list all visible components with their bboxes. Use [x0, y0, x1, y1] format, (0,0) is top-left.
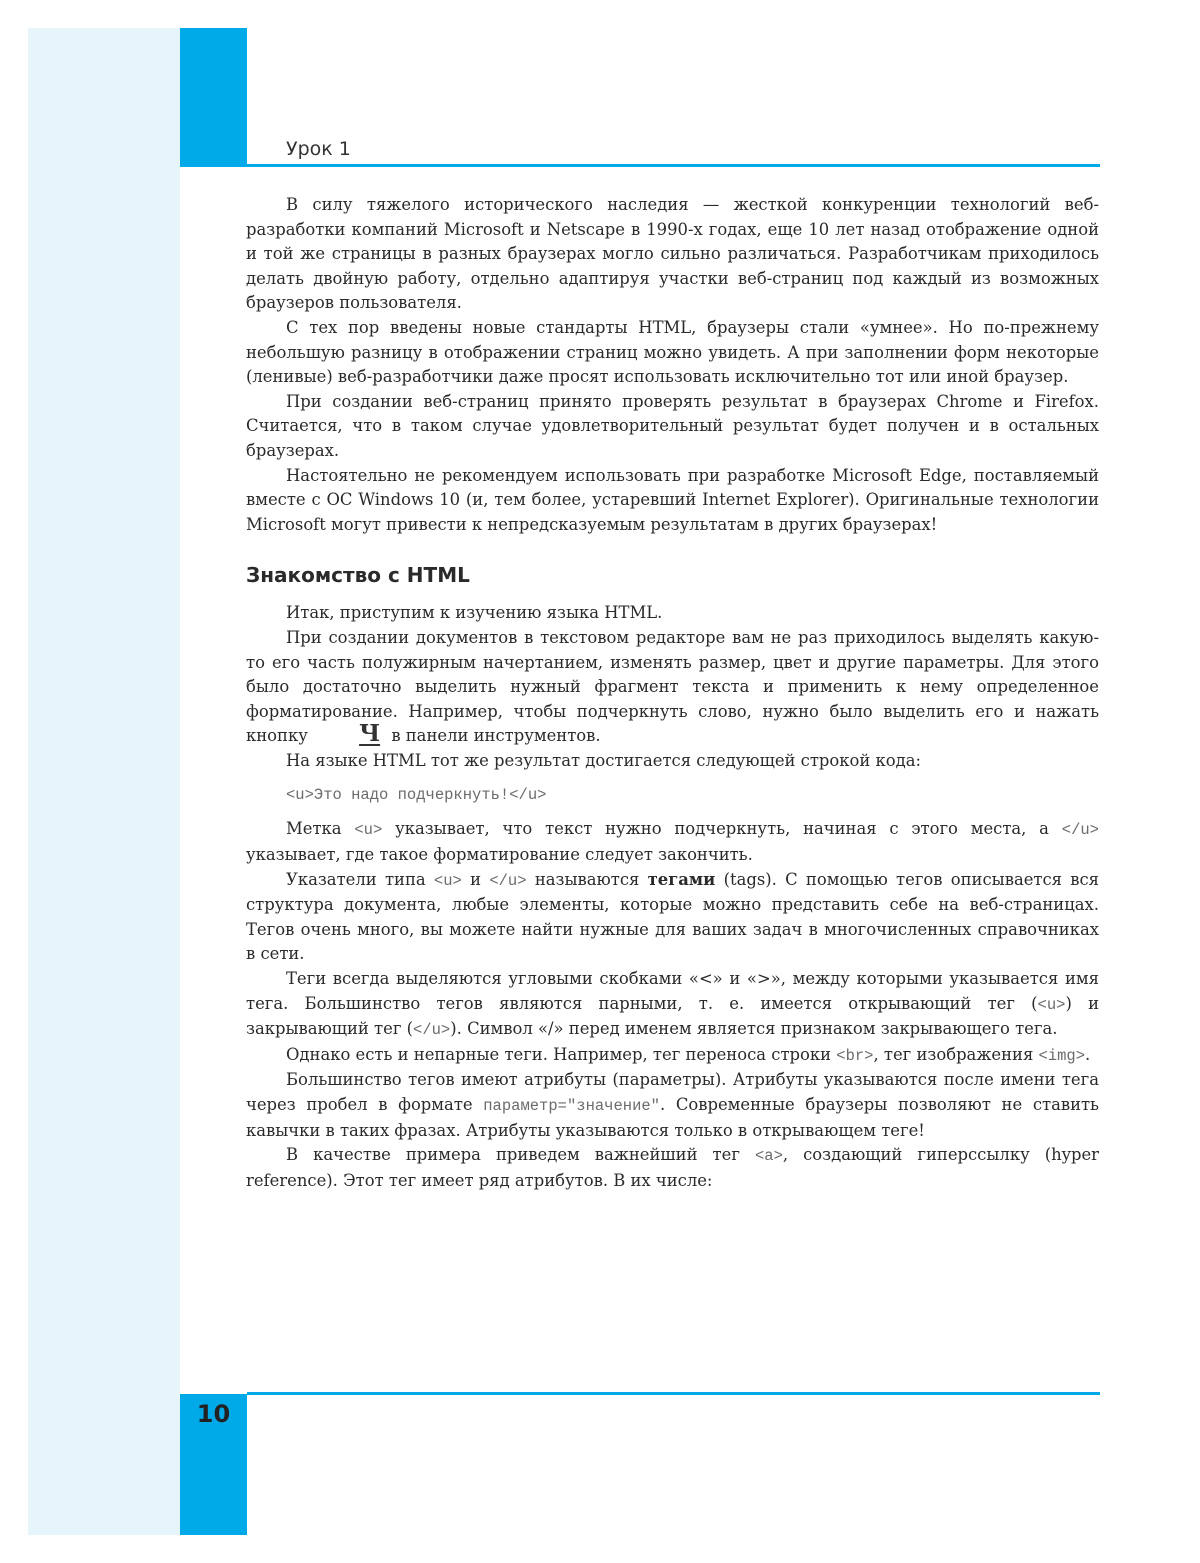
p9-text-d: (tags). С помощью тегов описывается вся структура документа, любые элементы, которые можно представить себе на веб-страницах. Тегов очень много, вы можете найти нужные для ваших задач в многочисленных справочниках в сети.: [246, 869, 1100, 964]
paragraph-6: [246, 626, 1099, 749]
p9-text-b: и: [470, 869, 482, 889]
paragraph-9: [246, 868, 1099, 967]
paragraph-8: [246, 817, 1099, 867]
lesson-label: Урок 1: [286, 138, 351, 160]
side-band: [28, 28, 180, 1535]
paragraph-6-text: При создании документов в текстовом редакторе вам не раз приходилось выделять какую-то его часть полужирным начертанием, изменять размер, цвет и другие параметры. Для этого было достаточно выделить нужный фрагмент текста и применить к нему определенное форматирование. Например, чтобы подчеркнуть слово, нужно было выделить его и нажать кнопку: [246, 627, 1099, 746]
page-number: 10: [196, 1400, 231, 1428]
inline-code: <u>: [1037, 995, 1066, 1014]
p9-text-a: Указатели типа: [286, 869, 426, 889]
paragraph-12: [246, 1068, 1099, 1143]
p9-text-c: называются: [534, 869, 640, 889]
top-accent-strip: [180, 28, 247, 167]
inline-code: <u>: [354, 821, 383, 840]
inline-code: <img>: [1038, 1046, 1086, 1065]
inline-code: </u>: [1061, 821, 1099, 840]
paragraph-5: Итак, приступим к изучению языка HTML.: [286, 603, 663, 623]
p8-text-b: указывает, что текст нужно подчеркнуть, начиная с этого места, а: [395, 819, 1049, 839]
code-example: <u>Это надо подчеркнуть!</u>: [286, 786, 547, 805]
p8-text-a: Метка: [286, 819, 342, 839]
p13-text-b: , создающий гиперссылку (hyper reference). Этот тег имеет ряд атрибутов. В их числе:: [246, 1145, 1099, 1190]
p11-text-b: , тег изображения: [873, 1044, 1034, 1064]
paragraph-3: При создании веб-страниц принято проверять результат в браузерах Chrome и Firefox. Считается, что в таком случае удовлетворительный результат будет получен и в остальных браузерах.: [246, 391, 1099, 460]
p11-text-c: .: [1085, 1044, 1091, 1064]
paragraph-2: С тех пор введены новые стандарты HTML, браузеры стали «умнее». Но по-прежнему небольшую разницу в отображении страниц можно увидеть. А при заполнении форм некоторые (ленивые) веб-разработчики даже просят использовать исключительно тот или иной браузер.: [246, 317, 1099, 387]
section-heading: Знакомство с HTML: [246, 563, 470, 588]
paragraph-13: [246, 1143, 1099, 1193]
inline-code: <a>: [754, 1147, 783, 1166]
page-content: [246, 193, 1099, 1193]
paragraph-11: [246, 1043, 1099, 1069]
paragraph-4: Настоятельно не рекомендуем использовать при разработке Microsoft Edge, поставляемый вместе с ОС Windows 10 (и, тем более, устаревший Internet Explorer). Оригинальные технологии Microsoft могут привести к непредсказуемым результатам в других браузерах!: [246, 465, 1099, 534]
underline-button-icon: Ч: [359, 720, 381, 748]
p11-text-a: Однако есть и непарные теги. Например, тег переноса строки: [286, 1044, 832, 1064]
bold-term: тегами: [647, 869, 716, 889]
inline-code: </u>: [489, 871, 527, 890]
paragraph-7: На языке HTML тот же результат достигается следующей строкой кода:: [286, 750, 922, 770]
p8-text-c: указывает, где такое форматирование следует закончить.: [246, 845, 753, 865]
inline-code: <u>: [433, 871, 462, 890]
p10-text-b: ) и закрывающий тег (: [246, 993, 1099, 1039]
footer-rule: [247, 1392, 1100, 1395]
inline-code: <br>: [836, 1046, 874, 1065]
p10-text-c: ). Символ «/» перед именем является признаком закрывающего тега.: [450, 1019, 1058, 1039]
p12-text-a: Большинство тегов имеют атрибуты (параметры). Атрибуты указываются после имени тега через пробел в формате: [246, 1070, 1099, 1114]
p12-text-b: . Современные браузеры позволяют не ставить кавычки в таких фразах. Атрибуты указываются только в открывающем теге!: [246, 1095, 1099, 1140]
p13-text-a: В качестве примера приведем важнейший тег: [286, 1145, 740, 1165]
header-rule: [247, 164, 1100, 167]
inline-code: </u>: [413, 1021, 451, 1040]
paragraph-10: [246, 967, 1099, 1043]
paragraph-6-end: в панели инструментов.: [391, 726, 601, 746]
paragraph-1: В силу тяжелого исторического наследия — жесткой конкуренции технологий веб-разработки компаний Microsoft и Netscape в 1990-х годах, еще 10 лет назад отображение одной и той же страницы в разных браузерах могло сильно различаться. Разработчикам приходилось делать двойную работу, отдельно адаптируя участки веб-страниц под каждый из возможных браузеров пользователя.: [246, 195, 1099, 313]
p10-text-a: Теги всегда выделяются угловыми скобками «<» и «>», между которыми указывается имя тега. Большинство тегов являются парными, т. е. имеется открывающий тег (: [246, 969, 1099, 1013]
inline-code: параметр="значение": [483, 1097, 660, 1115]
